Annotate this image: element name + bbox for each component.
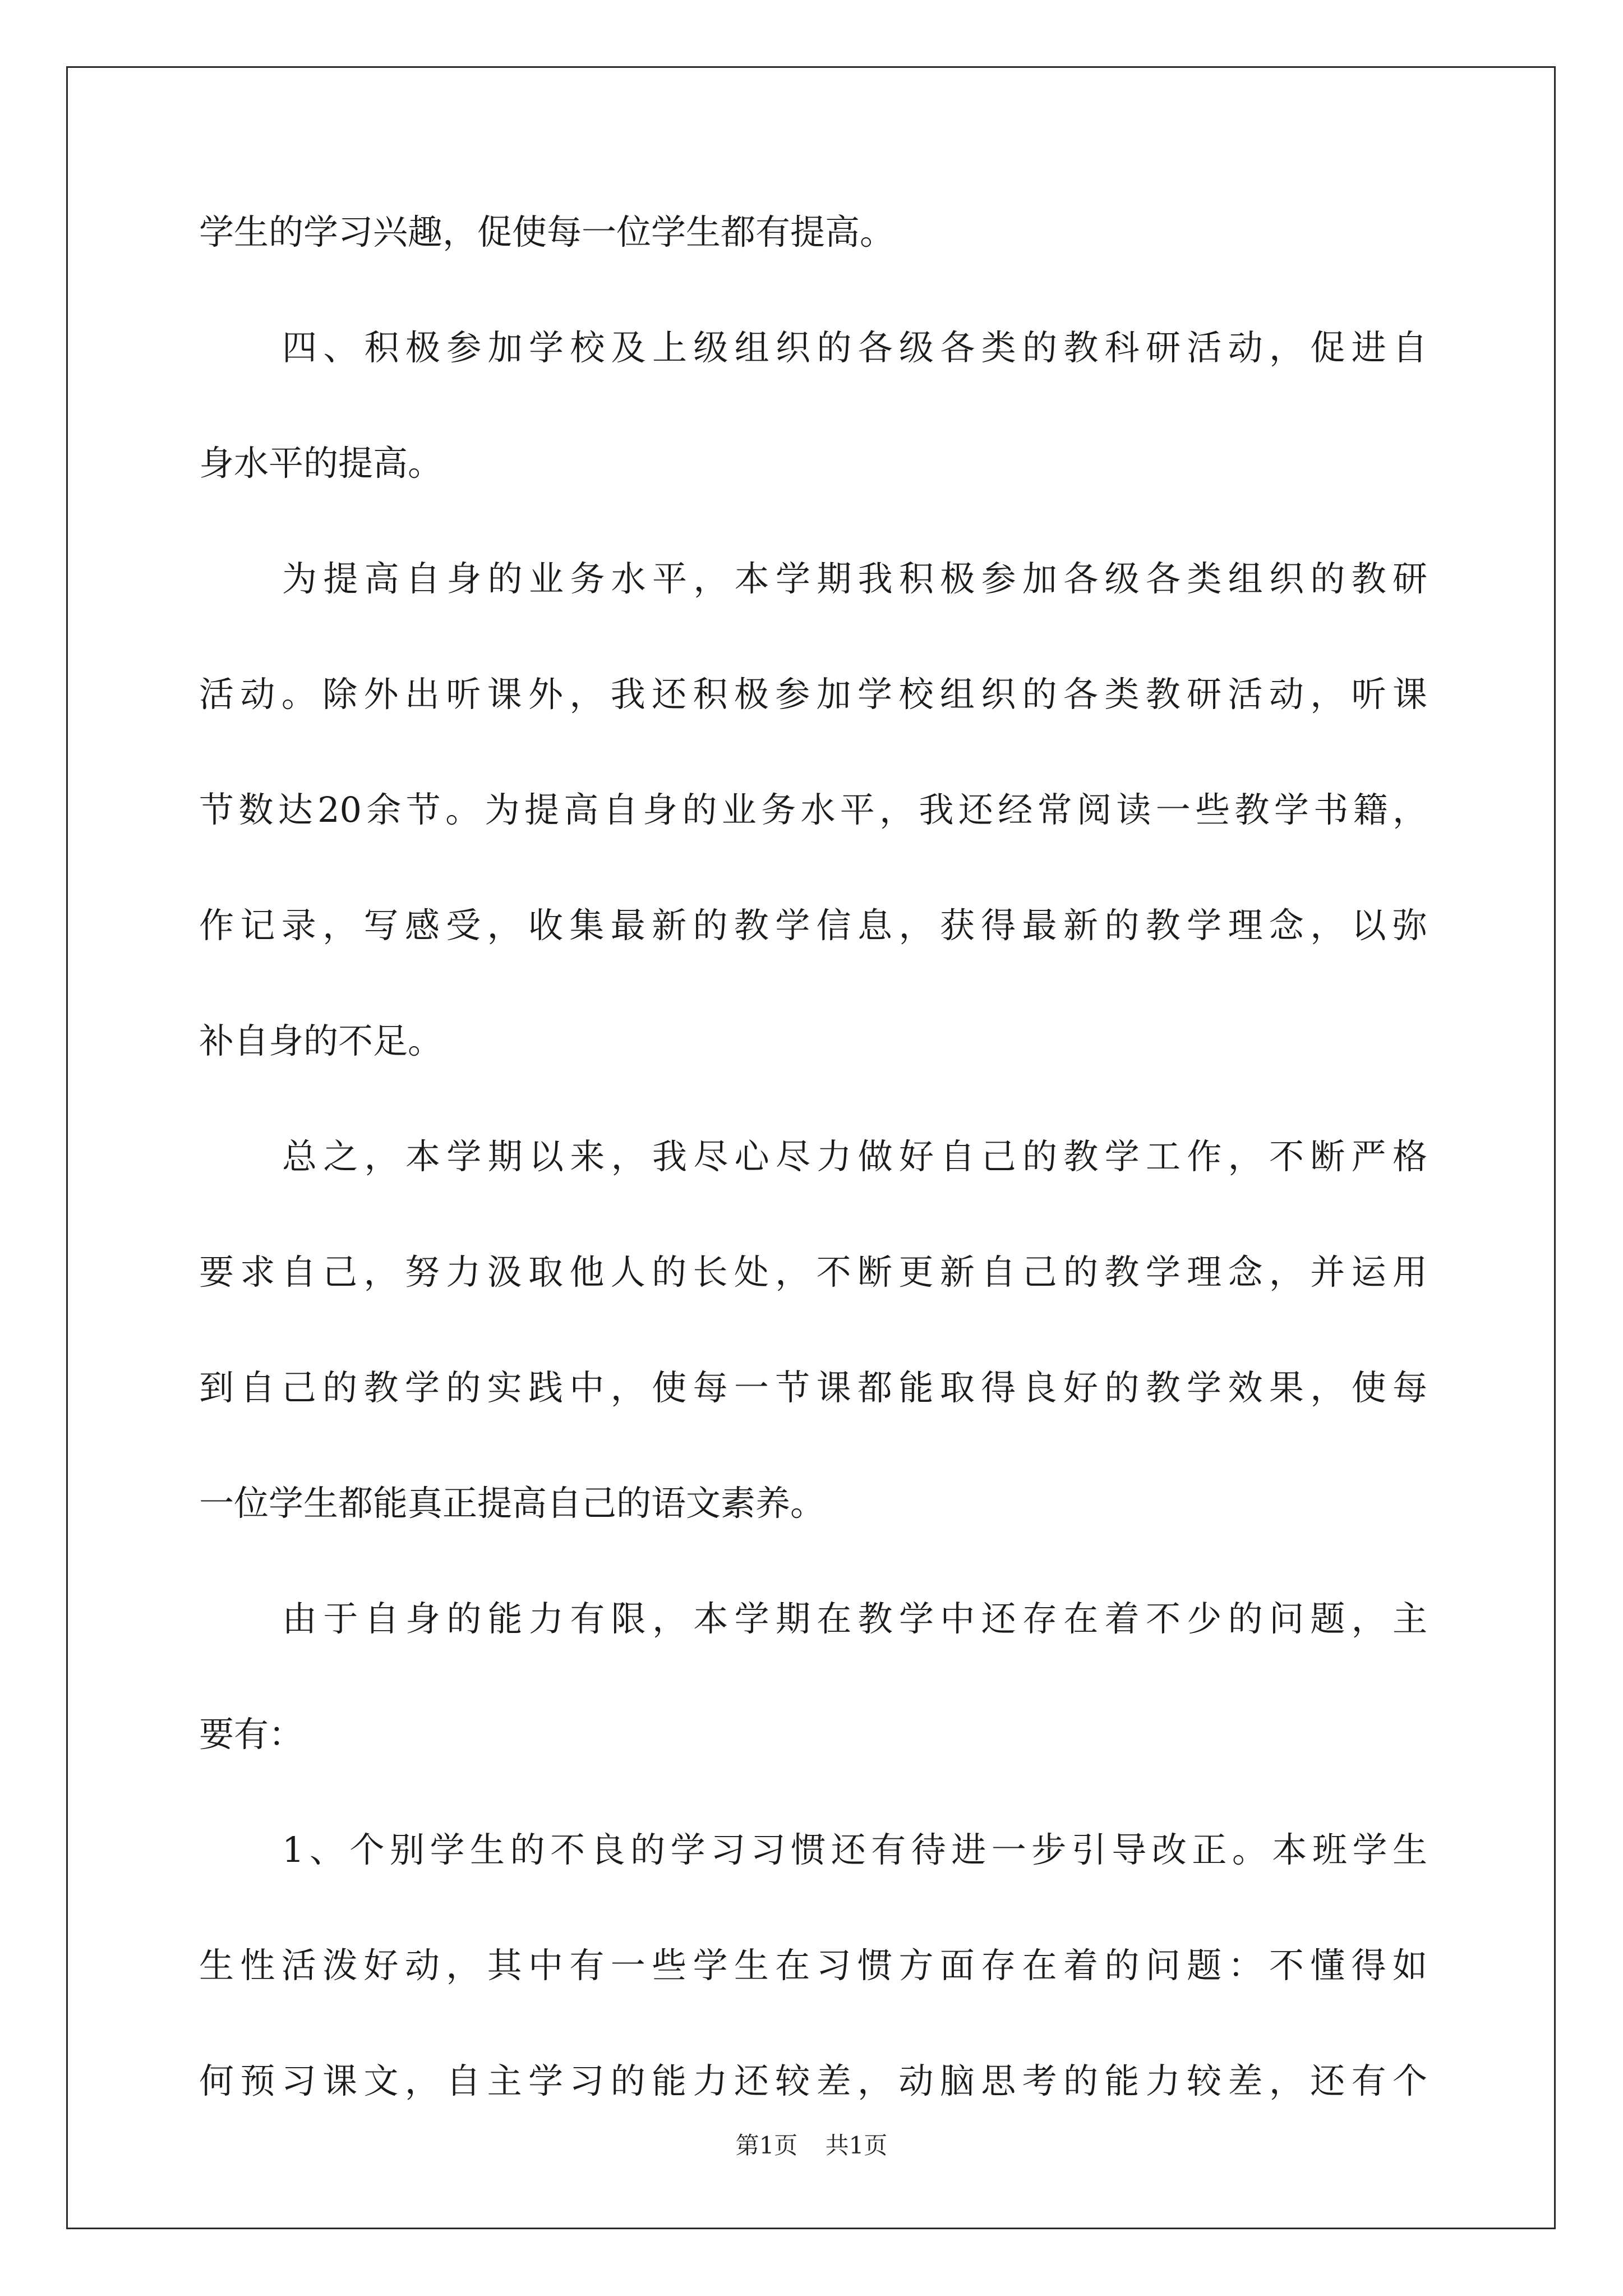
text-line-content: 为提高自身的业务水平，本学期我积极参加各级各类组织的教研 bbox=[282, 558, 1427, 599]
text-line bbox=[199, 1250, 1427, 1365]
text-line-content: 到自己的教学的实践中，使每一节课都能取得良好的教学效果，使每 bbox=[199, 1367, 1427, 1408]
text-line bbox=[199, 556, 1427, 672]
text-line-content: 补自身的不足。 bbox=[199, 1020, 443, 1061]
text-line bbox=[199, 210, 1427, 325]
text-line-content: 学生的学习兴趣，促使每一位学生都有提高。 bbox=[199, 211, 895, 252]
text-line bbox=[199, 1134, 1427, 1250]
text-line bbox=[199, 1481, 1427, 1596]
text-line-content: 活动。除外出听课外，我还积极参加学校组织的各类教研活动，听课 bbox=[199, 674, 1427, 715]
text-line bbox=[199, 1596, 1427, 1712]
text-line-content: 四、积极参加学校及上级组织的各级各类的教科研活动，促进自 bbox=[282, 327, 1427, 368]
page-number-total: 共1页 bbox=[825, 2132, 888, 2159]
text-line bbox=[199, 1712, 1427, 1828]
page-number-current: 第1页 bbox=[735, 2132, 798, 2159]
text-line bbox=[199, 672, 1427, 788]
text-line-content: 由于自身的能力有限，本学期在教学中还存在着不少的问题，主 bbox=[282, 1598, 1427, 1639]
text-line bbox=[199, 1943, 1427, 2059]
text-line-content: 一位学生都能真正提高自己的语文素养。 bbox=[199, 1483, 826, 1524]
text-line bbox=[199, 1365, 1427, 1481]
text-line-content: 1、个别学生的不良的学习习惯还有待进一步引导改正。本班学生 bbox=[282, 1829, 1427, 1870]
text-line-content: 身水平的提高。 bbox=[199, 443, 443, 484]
document-body bbox=[199, 210, 1427, 2174]
text-line bbox=[199, 441, 1427, 556]
text-line-content: 总之，本学期以来，我尽心尽力做好自己的教学工作，不断严格 bbox=[282, 1136, 1427, 1177]
text-line-content: 何预习课文，自主学习的能力还较差，动脑思考的能力较差，还有个 bbox=[199, 2060, 1427, 2101]
page-footer bbox=[0, 2132, 1623, 2160]
text-line-content: 节数达20余节。为提高自身的业务水平，我还经常阅读一些教学书籍， bbox=[199, 789, 1427, 830]
text-line-content: 要求自己，努力汲取他人的长处，不断更新自己的教学理念，并运用 bbox=[199, 1251, 1427, 1292]
text-line bbox=[199, 788, 1427, 903]
text-line bbox=[199, 325, 1427, 441]
text-line bbox=[199, 1019, 1427, 1134]
text-line-content: 作记录，写感受，收集最新的教学信息，获得最新的教学理念，以弥 bbox=[199, 905, 1427, 946]
text-line bbox=[199, 1828, 1427, 1943]
text-line bbox=[199, 903, 1427, 1019]
text-line-content: 要有： bbox=[199, 1714, 304, 1755]
text-line-content: 生性活泼好动，其中有一些学生在习惯方面存在着的问题：不懂得如 bbox=[199, 1945, 1427, 1986]
